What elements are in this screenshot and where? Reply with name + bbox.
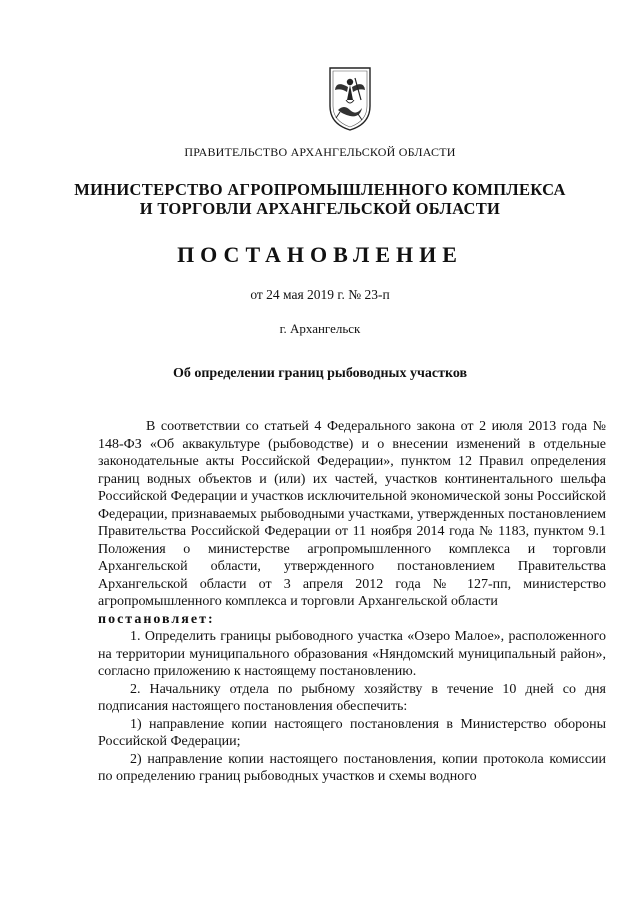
document-date-number: от 24 мая 2019 г. № 23-п [250,287,390,302]
decrees-word: постановляет: [98,611,215,627]
document-type-title: ПОСТАНОВЛЕНИЕ [177,242,463,267]
document-body [98,418,606,786]
preamble-paragraph [98,418,606,611]
ministry-name [0,180,640,218]
coat-of-arms-emblem [328,66,372,132]
preamble-text: В соответствии со статьей 4 Федерального закона от 2 июля 2013 года № 148-ФЗ «Об аквакультуре (рыбоводстве) и о внесении изменений в отдельные законодательные акты Российской Федерации», пунктом 12 Правил определения границ водных объектов и (или) их частей, участков континентального шельфа Российской Федерации и участков исключительной экономической зоны Российской Федерации, признаваемых рыбоводными участками, утвержденных постановлением Правительства Российской Федерации от 11 ноября 2014 года № 1183, пунктом 9.1 Положения о министерстве агропромышленного комплекса и торговли Архангельской области, утвержденного постановлением Правительства Архангельской области от 3 апреля 2012 года № 127-пп, министерство агропромышленного комплекса и торговли Архангельской области [98,419,606,609]
item-1-paragraph: 1. Определить границы рыбоводного участка «Озеро Малое», расположенного на территории муниципального образования «Няндомский муниципальный район», согласно приложению к настоящему постановлению. [98,629,606,679]
document-city: г. Архангельск [279,321,361,336]
item-2-paragraph: 2. Начальнику отдела по рыбному хозяйству в течение 10 дней со дня подписания настоящего постановления обеспечить: [98,681,606,714]
government-name: ПРАВИТЕЛЬСТВО АРХАНГЕЛЬСКОЙ ОБЛАСТИ [184,145,456,159]
ministry-name-line2: И ТОРГОВЛИ АРХАНГЕЛЬСКОЙ ОБЛАСТИ [139,199,501,218]
document-subject: Об определении границ рыбоводных участков [172,366,468,381]
decrees-line [98,611,606,629]
ministry-name-line1: МИНИСТЕРСТВО АГРОПРОМЫШЛЕННОГО КОМПЛЕКСА [74,180,566,199]
coat-of-arms-icon [328,66,372,132]
item-2-1-paragraph: 1) направление копии настоящего постановления в Министерство обороны Российской Федерации; [98,716,606,749]
item-2-2-paragraph: 2) направление копии настоящего постановления, копии протокола комиссии по определению границ рыбоводных участков и схемы водного [98,751,606,784]
